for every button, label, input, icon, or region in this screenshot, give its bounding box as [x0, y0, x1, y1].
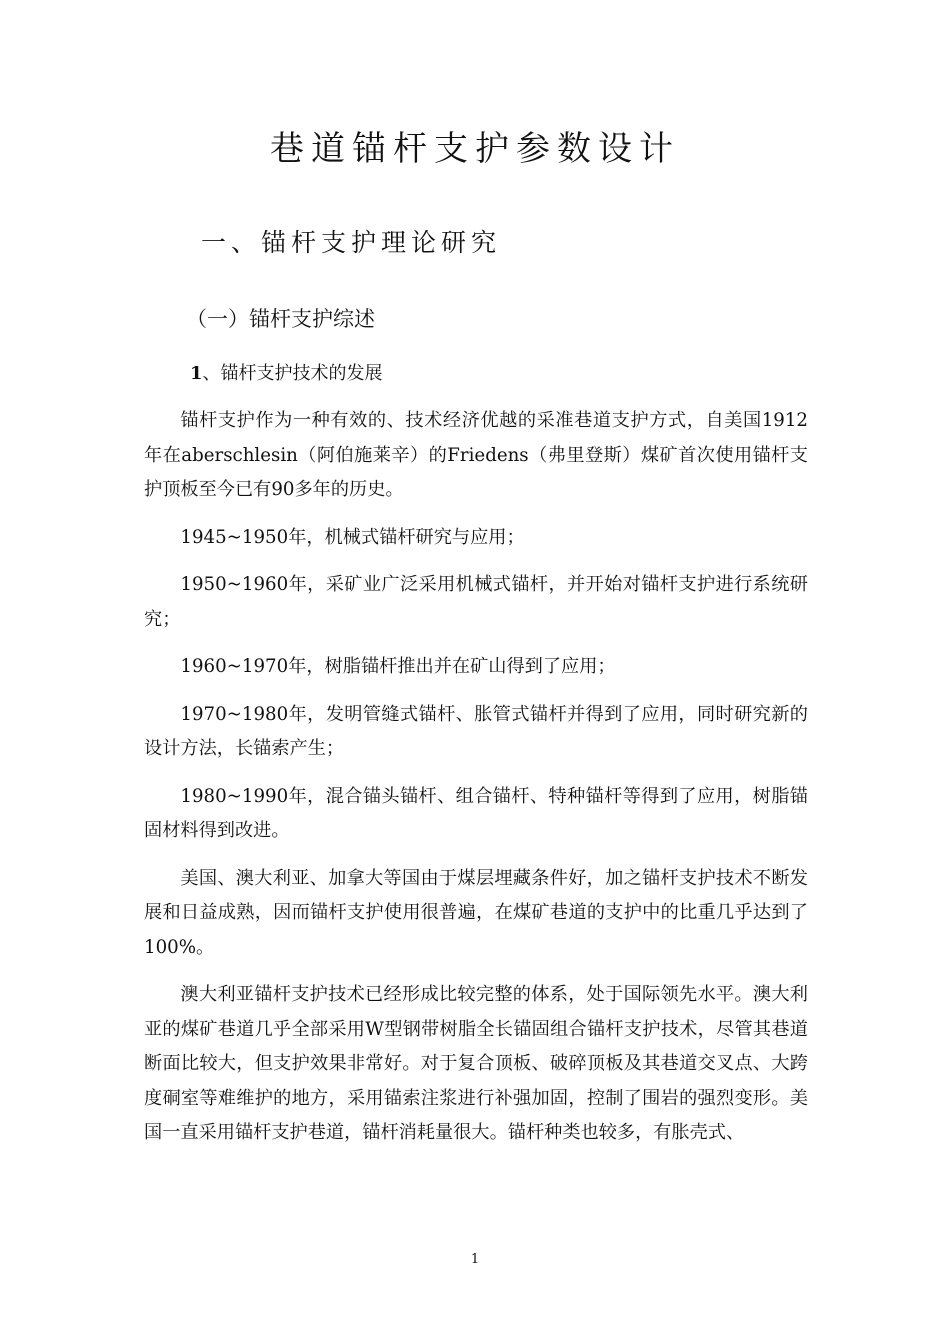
section-heading: 一、锚杆支护理论研究 — [201, 228, 502, 257]
paragraph-intro: 锚杆支护作为一种有效的、技术经济优越的采准巷道支护方式，自美国1912年在aberschlesin（阿伯施莱辛）的Friedens（弗里登斯）煤矿首次使用锚杆支护顶板至今已有90多年的历史。 — [144, 410, 808, 500]
paragraph-1945-1950: 1945~1950年，机械式锚杆研究与应用； — [180, 526, 525, 548]
subsection-heading: （一）锚杆支护综述 — [186, 307, 375, 331]
paragraph-usage-abroad: 美国、澳大利亚、加拿大等国由于煤层埋藏条件好，加之锚杆支护技术不断发展和日益成熟，因而锚杆支护使用很普遍，在煤矿巷道的支护中的比重几乎达到了100%。 — [144, 867, 808, 958]
paragraph-1980-1990: 1980~1990年，混合锚头锚杆、组合锚杆、特种锚杆等得到了应用，树脂锚固材料得到改进。 — [144, 785, 808, 841]
item-heading-text: 、锚杆支护技术的发展 — [202, 363, 383, 384]
item-heading — [190, 360, 383, 388]
item-heading-number: 1 — [190, 363, 203, 384]
body-text — [144, 404, 808, 1164]
paragraph-1950-1960: 1950~1960年，采矿业广泛采用机械式锚杆，并开始对锚杆支护进行系统研究； — [144, 574, 808, 630]
paragraph-1960-1970: 1960~1970年，树脂锚杆推出并在矿山得到了应用； — [180, 656, 616, 677]
page-number: 1 — [470, 1252, 480, 1267]
paragraph-australia-usa: 澳大利亚锚杆支护技术已经形成比较完整的体系，处于国际领先水平。澳大利亚的煤矿巷道几乎全部采用W型钢带树脂全长锚固组合锚杆支护技术，尽管其巷道断面比较大，但支护效果非常好。对于复合顶板、破碎顶板及其巷道交叉点、大跨度硐室等难维护的地方，采用锚索注浆进行补强加固，控制了围岩的强烈变形。美国一直采用锚杆支护巷道，锚杆消耗量很大。锚杆种类也较多，有胀壳式、 — [144, 984, 808, 1143]
paragraph-1970-1980: 1970~1980年，发明管缝式锚杆、胀管式锚杆并得到了应用，同时研究新的设计方法，长锚索产生； — [144, 703, 808, 759]
document-title: 巷道锚杆支护参数设计 — [270, 129, 680, 169]
